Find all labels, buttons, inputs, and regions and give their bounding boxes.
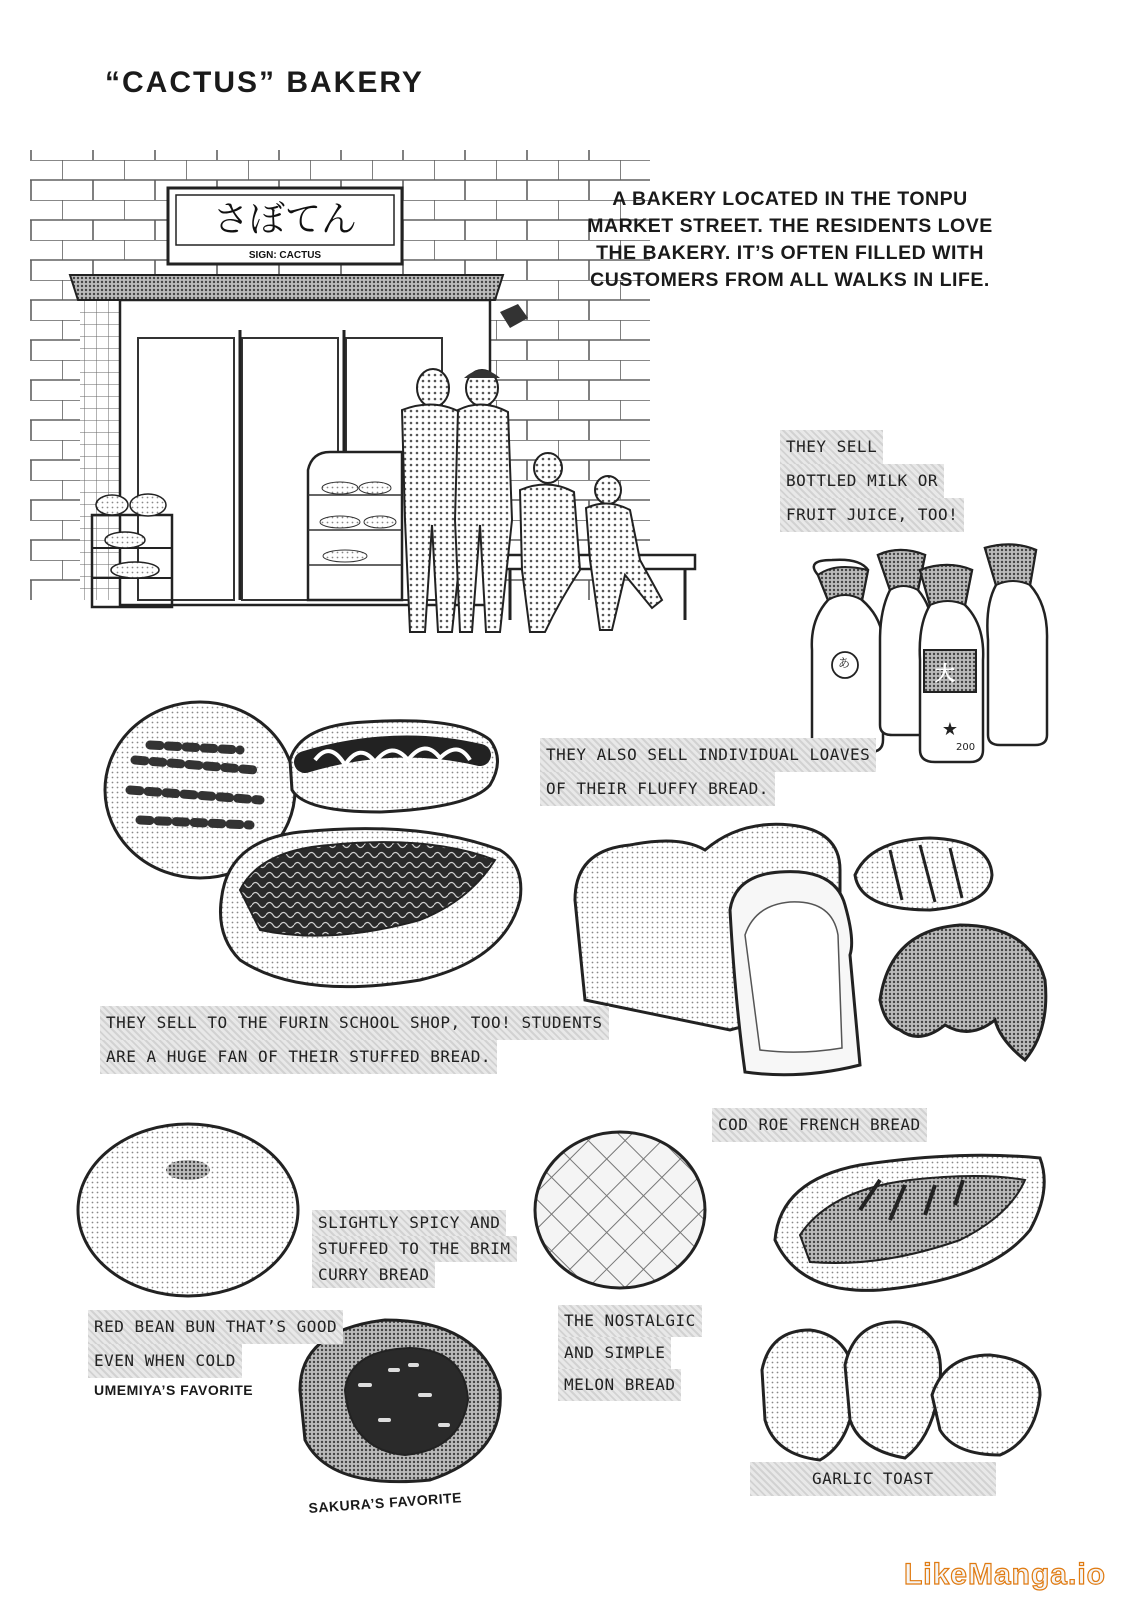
bottle-label: 200 [956, 742, 976, 753]
red-bean-bun [78, 1124, 298, 1296]
intro-line: A BAKERY LOCATED IN THE TONPU [612, 188, 968, 210]
caption-line: THEY SELL TO THE FURIN SCHOOL SHOP, TOO! STUDENTS [100, 1006, 609, 1040]
cod-roe-french-bread [775, 1155, 1044, 1290]
intro-text [560, 186, 1020, 294]
intro-line: MARKET STREET. THE RESIDENTS LOVE [587, 215, 993, 237]
page-title: “CACTUS” BAKERY [105, 66, 424, 99]
shop-sign-translation: SIGN: CACTUS [240, 250, 330, 261]
caption-line: GARLIC TOAST [750, 1462, 996, 1496]
caption-cod-roe [712, 1108, 927, 1142]
caption-milk [780, 430, 964, 532]
shop-sign-text: さぼてん [212, 199, 357, 240]
caption-line: BOTTLED MILK OR [780, 464, 944, 498]
caption-line: RED BEAN BUN THAT’S GOOD [88, 1310, 343, 1344]
garlic-toast [762, 1322, 1040, 1460]
caption-line: ARE A HUGE FAN OF THEIR STUFFED BREAD. [100, 1040, 497, 1074]
intro-line: THE BAKERY. IT’S OFTEN FILLED WITH [596, 242, 984, 264]
watermark: LikeManga.io [903, 1558, 1106, 1591]
caption-line: THEY SELL [780, 430, 883, 464]
caption-line: SLIGHTLY SPICY AND [312, 1210, 506, 1236]
caption-line: AND SIMPLE [558, 1337, 671, 1369]
caption-curry-bread [312, 1210, 517, 1288]
bottle-label: あ [838, 656, 851, 670]
caption-line: EVEN WHEN COLD [88, 1344, 242, 1378]
bread-loaves [575, 824, 1046, 1074]
caption-stuffed-bread [100, 1006, 609, 1074]
svg-text:★: ★ [941, 719, 959, 740]
caption-line: STUFFED TO THE BRIM [312, 1236, 517, 1262]
bottle-label: 大 [935, 661, 955, 685]
caption-red-bean [88, 1310, 343, 1378]
caption-line: THEY ALSO SELL INDIVIDUAL LOAVES [540, 738, 876, 772]
umemiya-favorite: UMEMIYA’S FAVORITE [94, 1382, 254, 1398]
caption-line: MELON BREAD [558, 1369, 681, 1401]
caption-loaves [540, 738, 876, 806]
caption-line: THE NOSTALGIC [558, 1305, 702, 1337]
caption-line: CURRY BREAD [312, 1262, 435, 1288]
stuffed-breads [105, 702, 521, 987]
caption-garlic-toast [750, 1462, 996, 1496]
caption-melon-bread [558, 1305, 702, 1401]
melon-bread [535, 1132, 705, 1288]
caption-line: COD ROE FRENCH BREAD [712, 1108, 927, 1142]
intro-line: CUSTOMERS FROM ALL WALKS IN LIFE. [590, 269, 990, 291]
sakura-favorite: SAKURA’S FAVORITE [308, 1489, 463, 1516]
caption-line: OF THEIR FLUFFY BREAD. [540, 772, 775, 806]
caption-line: FRUIT JUICE, TOO! [780, 498, 964, 532]
